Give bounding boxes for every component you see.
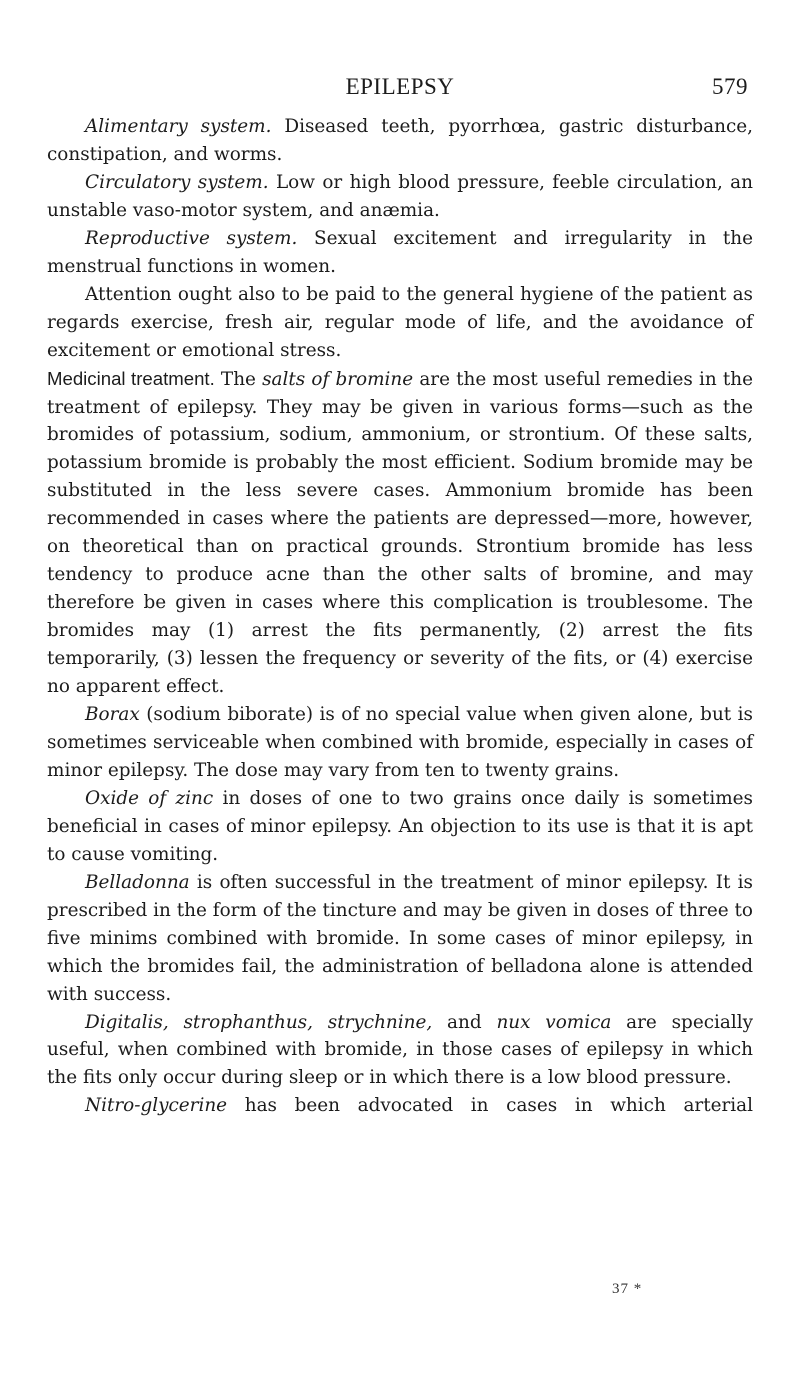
paragraph-lead: Borax	[85, 704, 140, 726]
paragraph-circulatory-system	[47, 169, 753, 225]
paragraph-text: The	[214, 368, 263, 390]
paragraph-text: are specially useful, when combined with bromide, in those cases of epilepsy in which the fits only occur during sleep or in which there is a low blood pressure.	[47, 1011, 754, 1089]
paragraph-lead: nux vomica	[496, 1011, 612, 1033]
paragraph-medicinal-treatment	[47, 365, 753, 701]
paragraph-text: in doses of one to two grains once daily is sometimes beneficial in cases of minor epilepsy. An objection to its use is that it is apt to cause vomiting.	[47, 787, 753, 865]
paragraph-text: Sexual excitement and irregularity in the menstrual functions in women.	[47, 227, 754, 277]
paragraph-lead: Nitro-glycerine	[85, 1095, 228, 1117]
paragraph-nitro-glycerine	[47, 1092, 753, 1120]
paragraph-alimentary-system	[47, 113, 753, 169]
body-text	[47, 113, 753, 1120]
paragraph-lead: Oxide of zinc	[85, 787, 214, 809]
paragraph-text: are the most useful remedies in the treatment of epilepsy. They may be given in various forms—such as the bromides of potassium, sodium, ammonium, or strontium. Of these salts, potassium bromide is probably the most efficient. Sodium bromide may be substituted in the less severe cases. Ammonium bromide has been recommended in cases where the patients are depressed—more, however, on theoretical than on practical grounds. Strontium bromide has less tendency to produce acne than the other salts of bromine, and may therefore be given in cases where this complication is troublesome. The bromides may (1) arrest the fits permanently, (2) arrest the fits temporarily, (3) lessen the frequency or severity of the fits, or (4) exercise no apparent effect.	[47, 368, 753, 698]
paragraph-text: and	[432, 1011, 497, 1033]
paragraph-text: has been advocated in cases in which arterial	[227, 1095, 753, 1117]
page-number: 579	[712, 74, 748, 99]
paragraph-lead: Digitalis, strophanthus, strychnine,	[85, 1011, 433, 1033]
running-title: EPILEPSY	[345, 74, 455, 99]
paragraph-belladonna	[47, 869, 753, 1009]
paragraph-reproductive-system	[47, 225, 753, 281]
paragraph-lead: Circulatory system.	[85, 171, 269, 193]
paragraph-general-hygiene	[47, 281, 753, 365]
paragraph-borax	[47, 701, 753, 785]
section-heading: Medicinal treatment.	[47, 367, 215, 389]
paragraph-lead: Belladonna	[85, 871, 190, 893]
printer-signature: 37 *	[612, 1281, 643, 1297]
paragraph-lead: Alimentary system.	[85, 116, 272, 137]
paragraph-digitalis	[47, 1009, 753, 1093]
paragraph-text: Attention ought also to be paid to the general hygiene of the patient as regards exercise, fresh air, regular mode of life, and the avoidance of excitement or emotional stress.	[47, 283, 753, 361]
paragraph-lead: Reproductive system.	[85, 227, 298, 249]
paragraph-text: Low or high blood pressure, feeble circulation, an unstable vaso-motor system, and anæmia.	[47, 171, 753, 221]
paragraph-oxide-of-zinc	[47, 785, 753, 869]
paragraph-text: (sodium biborate) is of no special value when given alone, but is sometimes serviceable when combined with bromide, especially in cases of minor epilepsy. The dose may vary from ten to twenty grains.	[47, 704, 753, 781]
paragraph-text: is often successful in the treatment of minor epilepsy. It is prescribed in the form of the tincture and may be given in doses of three to five minims combined with bromide. In some cases of minor epilepsy, in which the bromides fail, the administration of belladona alone is attended with success.	[47, 871, 753, 1005]
paragraph-text: Diseased teeth, pyorrhœa, gastric disturbance, constipation, and worms.	[47, 116, 753, 165]
paragraph-emphasis: salts of bromine	[262, 368, 414, 390]
running-head	[40, 74, 760, 104]
